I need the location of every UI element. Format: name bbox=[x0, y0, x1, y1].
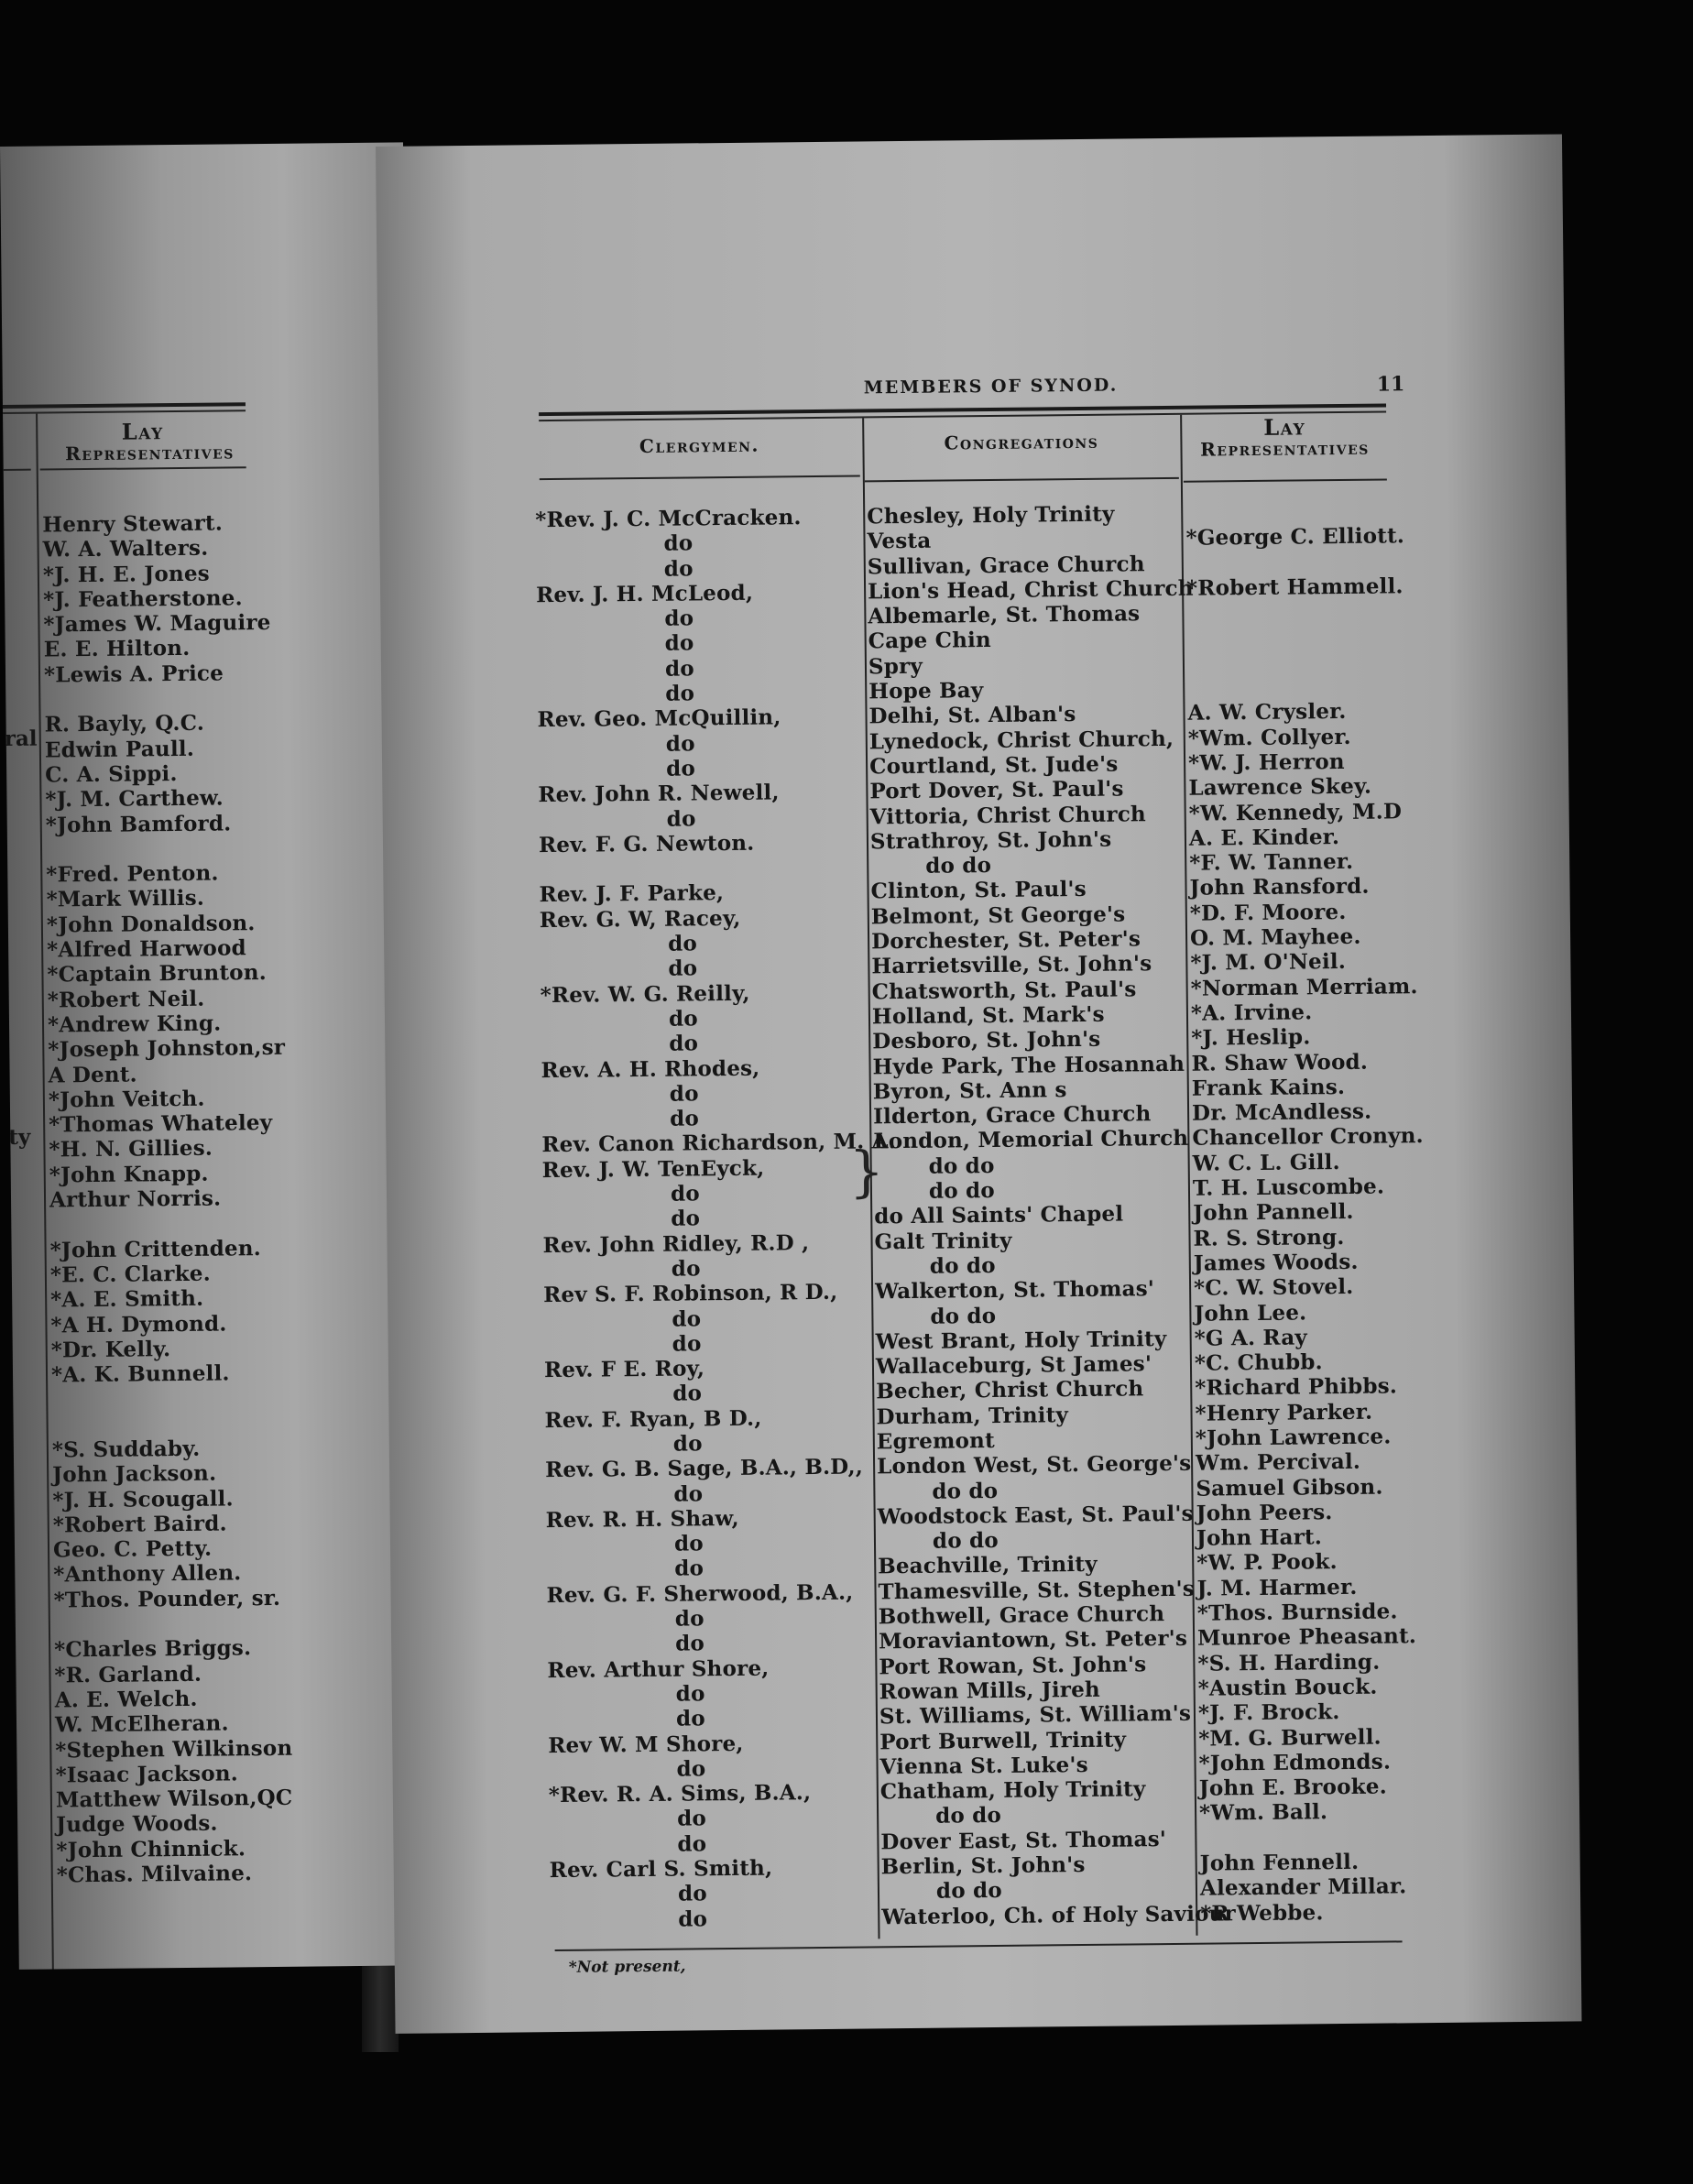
list-item: do do bbox=[932, 1528, 999, 1554]
page-number: 11 bbox=[1376, 372, 1405, 397]
list-item: *J. Heslip. bbox=[1191, 1024, 1311, 1051]
list-item: *George C. Elliott. bbox=[1185, 523, 1405, 551]
list-item: Clinton, St. Paul's bbox=[870, 877, 1087, 904]
list-item: St. Williams, St. William's bbox=[879, 1701, 1192, 1730]
list-item: do bbox=[663, 530, 694, 557]
list-item: do bbox=[674, 1631, 705, 1657]
list-item: *Mark Willis. bbox=[46, 886, 205, 912]
list-item: *Anthony Allen. bbox=[53, 1560, 242, 1588]
list-item: Rev W. M Shore, bbox=[548, 1731, 744, 1758]
list-item: Judge Woods. bbox=[56, 1811, 218, 1838]
right-page bbox=[376, 134, 1582, 2033]
list-item: C. A. Sippi. bbox=[45, 760, 178, 788]
list-item: do bbox=[665, 681, 695, 706]
list-item: Vittoria, Christ Church bbox=[869, 801, 1147, 829]
list-item: Beachville, Trinity bbox=[878, 1552, 1098, 1579]
list-item: Dover East, St. Thomas' bbox=[880, 1826, 1167, 1855]
list-item: Rev. J. W. TenEyck, bbox=[541, 1155, 765, 1183]
list-item: Alexander Millar. bbox=[1199, 1873, 1407, 1902]
left-header-representatives: Representatives bbox=[65, 441, 235, 465]
list-item: do do bbox=[925, 853, 992, 879]
list-item: *M. G. Burwell. bbox=[1198, 1724, 1382, 1752]
list-item: *A. E. Smith. bbox=[50, 1285, 204, 1313]
list-item: do bbox=[672, 1431, 703, 1457]
list-item: Thamesville, St. Stephen's bbox=[878, 1576, 1196, 1605]
list-item: Berlin, St. John's bbox=[880, 1852, 1086, 1880]
list-item: O. M. Mayhee. bbox=[1189, 923, 1361, 951]
list-item: *Chas. Milvaine. bbox=[56, 1861, 253, 1888]
list-item: Chatsworth, St. Paul's bbox=[871, 976, 1137, 1005]
list-item: *R. Garland. bbox=[54, 1661, 202, 1688]
list-item: do bbox=[671, 1256, 701, 1282]
list-item: *C. Chubb. bbox=[1194, 1349, 1323, 1376]
list-item: *John Chinnick. bbox=[56, 1836, 246, 1863]
header-clergymen: Clergymen. bbox=[639, 433, 760, 458]
list-item: do bbox=[670, 1181, 700, 1207]
list-item: Moraviantown, St. Peter's bbox=[878, 1626, 1188, 1654]
list-item: do bbox=[674, 1556, 705, 1582]
list-item: Holland, St. Mark's bbox=[871, 1001, 1105, 1030]
list-item bbox=[46, 835, 284, 863]
list-item: *J. H. E. Jones bbox=[42, 561, 210, 588]
list-item: Strathroy, St. John's bbox=[869, 826, 1112, 855]
list-item: Delhi, St. Alban's bbox=[868, 702, 1076, 729]
list-item: *E. C. Clarke. bbox=[49, 1261, 211, 1288]
list-item: Matthew Wilson,QC bbox=[55, 1785, 293, 1813]
list-item: R. Shaw Wood. bbox=[1191, 1049, 1369, 1076]
list-item: *F. W. Tanner. bbox=[1189, 849, 1354, 876]
list-item: Rev. Carl S. Smith, bbox=[549, 1855, 773, 1884]
list-item: *Henry Parker. bbox=[1195, 1399, 1373, 1426]
list-item: *Thos. Pounder, sr. bbox=[53, 1585, 281, 1613]
left-edge-label: ral bbox=[4, 726, 38, 751]
left-header-rule-a bbox=[4, 469, 31, 471]
list-item: W. C. L. Gill. bbox=[1192, 1149, 1340, 1176]
list-item bbox=[51, 1410, 289, 1437]
list-item: *John Bamford. bbox=[45, 810, 232, 838]
list-item: *Rev. R. A. Sims, B.A., bbox=[548, 1780, 812, 1808]
list-item: Rev. F. Ryan, B D., bbox=[544, 1405, 762, 1433]
list-item: do bbox=[663, 555, 694, 582]
left-header-lay: Lay bbox=[121, 418, 164, 445]
list-item: do bbox=[664, 656, 694, 682]
list-item: *C. W. Stovel. bbox=[1193, 1274, 1354, 1301]
list-item: do bbox=[667, 931, 698, 956]
list-item: A. W. Crysler. bbox=[1187, 699, 1347, 726]
list-item: *John Crittenden. bbox=[49, 1235, 262, 1263]
list-item: Wm. Percival. bbox=[1195, 1449, 1361, 1476]
list-item: R. Bayly, Q.C. bbox=[44, 711, 205, 737]
list-item: *W. J. Herron bbox=[1187, 748, 1345, 776]
list-item: Desboro, St. John's bbox=[872, 1027, 1101, 1054]
list-item: *John Edmonds. bbox=[1198, 1749, 1392, 1776]
list-item: London West, St. George's bbox=[876, 1451, 1192, 1480]
list-item: Waterloo, Ch. of Holy Saviour bbox=[881, 1900, 1236, 1929]
list-item bbox=[1187, 624, 1393, 651]
list-item: A Dent. bbox=[48, 1062, 137, 1088]
list-item: *Thomas Whateley bbox=[49, 1110, 273, 1138]
left-top-rule bbox=[3, 402, 246, 409]
list-item: A. E. Kinder. bbox=[1188, 824, 1340, 851]
list-item: Chancellor Cronyn. bbox=[1192, 1123, 1424, 1152]
list-item: do All Saints' Chapel bbox=[874, 1201, 1124, 1229]
list-item: do bbox=[669, 1106, 700, 1131]
list-item: Rev. G. B. Sage, B.A., B.D,, bbox=[544, 1454, 864, 1483]
list-item: Harrietsville, St. John's bbox=[871, 951, 1152, 979]
list-item: Rev. A. H. Rhodes, bbox=[541, 1055, 760, 1083]
list-item: do bbox=[678, 1906, 708, 1932]
list-item: *D. F. Moore. bbox=[1189, 899, 1347, 926]
list-item: do bbox=[666, 805, 696, 832]
list-item: *Alfred Harwood bbox=[47, 935, 246, 963]
list-item: *Rev. J. C. McCracken. bbox=[535, 505, 802, 533]
list-item: do bbox=[669, 1031, 699, 1056]
list-item: *Norman Merriam. bbox=[1190, 973, 1418, 1001]
list-item: *J. Featherstone. bbox=[43, 585, 243, 613]
list-item: John E. Brooke. bbox=[1198, 1774, 1387, 1801]
list-item: *J. M. Carthew. bbox=[45, 785, 224, 813]
list-item: *A. K. Bunnell. bbox=[50, 1360, 230, 1388]
list-item: James Woods. bbox=[1193, 1249, 1359, 1276]
list-item: *G A. Ray bbox=[1194, 1325, 1308, 1351]
list-item: Munroe Pheasant. bbox=[1196, 1623, 1417, 1652]
list-item: *S. Suddaby. bbox=[51, 1436, 201, 1463]
list-item: do do bbox=[930, 1303, 997, 1329]
congregations-list bbox=[867, 501, 1236, 1929]
left-lay-representatives-list bbox=[42, 510, 295, 1888]
list-item: *J. H. Scougall. bbox=[52, 1485, 234, 1513]
list-item: Dr. McAndless. bbox=[1191, 1098, 1372, 1126]
list-item: do do bbox=[928, 1152, 995, 1179]
list-item: *Isaac Jackson. bbox=[55, 1761, 239, 1788]
list-item bbox=[1187, 649, 1393, 676]
list-item: Ilderton, Grace Church bbox=[872, 1101, 1152, 1130]
list-item: Courtland, St. Jude's bbox=[868, 751, 1119, 780]
list-item: Egremont bbox=[876, 1427, 995, 1455]
list-item: do do bbox=[929, 1252, 996, 1279]
list-item bbox=[1186, 599, 1393, 627]
list-item: *Robert Hammell. bbox=[1185, 573, 1404, 601]
list-item: do bbox=[673, 1480, 704, 1507]
left-edge-label: ty bbox=[8, 1124, 31, 1150]
list-item bbox=[1199, 1824, 1405, 1851]
header-bottom-rule-lay bbox=[1184, 478, 1387, 482]
header-bottom-rule-congregations bbox=[865, 477, 1179, 483]
list-item: do do bbox=[934, 1803, 1002, 1829]
list-item: *R Webbe. bbox=[1200, 1899, 1324, 1927]
list-item: *Lewis A. Price bbox=[43, 661, 224, 688]
list-item: Chatham, Holy Trinity bbox=[879, 1776, 1146, 1805]
list-item: do bbox=[664, 606, 694, 631]
list-item: Rev. John R. Newell, bbox=[538, 780, 780, 808]
list-item: Port Burwell, Trinity bbox=[879, 1727, 1127, 1754]
list-item: John Lee. bbox=[1194, 1299, 1307, 1327]
list-item bbox=[1186, 549, 1393, 576]
list-item bbox=[49, 1210, 288, 1238]
list-item: Byron, St. Ann s bbox=[872, 1076, 1067, 1105]
list-item: *Joseph Johnston,sr bbox=[48, 1035, 286, 1063]
list-item: *Charles Briggs. bbox=[54, 1635, 252, 1663]
list-item: *J. F. Brock. bbox=[1197, 1699, 1340, 1726]
list-item: R. S. Strong. bbox=[1193, 1224, 1345, 1251]
list-item: Belmont, St George's bbox=[870, 901, 1126, 930]
list-item: Rev. F. G. Newton. bbox=[538, 830, 755, 858]
list-item: John Pannell. bbox=[1193, 1199, 1354, 1227]
list-item: do bbox=[665, 731, 695, 757]
list-item: Henry Stewart. bbox=[42, 510, 224, 538]
list-item: Galt Trinity bbox=[874, 1228, 1012, 1254]
list-item: do bbox=[665, 756, 696, 781]
list-item: *W. P. Pook. bbox=[1196, 1549, 1338, 1577]
list-item: do do bbox=[928, 1178, 995, 1204]
list-item: Vesta bbox=[867, 528, 932, 554]
list-item: Durham, Trinity bbox=[876, 1402, 1069, 1430]
list-item: *Robert Baird. bbox=[52, 1511, 227, 1538]
header-bottom-rule-clergy bbox=[540, 475, 860, 480]
list-item: Wallaceburg, St James' bbox=[875, 1351, 1152, 1380]
list-item: Edwin Paull. bbox=[44, 736, 195, 763]
list-item: West Brant, Holy Trinity bbox=[875, 1326, 1167, 1355]
list-item: do bbox=[675, 1706, 705, 1731]
list-item: *A. Irvine. bbox=[1190, 999, 1313, 1026]
list-item: W. A. Walters. bbox=[42, 535, 209, 562]
list-item: Samuel Gibson. bbox=[1196, 1474, 1383, 1502]
list-item: Rev. G. W, Racey, bbox=[539, 905, 741, 933]
list-item: Geo. C. Petty. bbox=[52, 1535, 213, 1563]
list-item: *Stephen Wilkinson bbox=[55, 1735, 293, 1764]
list-item: Rev. R. H. Shaw, bbox=[545, 1505, 739, 1534]
left-top-rule-thin bbox=[3, 410, 246, 414]
list-item: Chesley, Holy Trinity bbox=[867, 501, 1115, 530]
list-item: do bbox=[676, 1806, 707, 1832]
brace-mark: } bbox=[848, 1140, 885, 1205]
bottom-rule bbox=[555, 1940, 1403, 1951]
list-item: Port Dover, St. Paul's bbox=[869, 776, 1124, 804]
list-item: Rev. J. H. McLeod, bbox=[535, 580, 754, 608]
list-item: John Peers. bbox=[1196, 1500, 1333, 1526]
list-item: do bbox=[677, 1881, 707, 1906]
list-item: *John Donaldson. bbox=[46, 910, 256, 938]
list-item: do bbox=[674, 1606, 705, 1632]
list-item: *W. Kennedy, M.D bbox=[1188, 798, 1403, 826]
list-item: do bbox=[672, 1331, 702, 1357]
list-item: Walkerton, St. Thomas' bbox=[874, 1276, 1155, 1305]
header-congregations: Congregations bbox=[944, 430, 1099, 454]
list-item: do bbox=[673, 1531, 704, 1556]
list-item bbox=[51, 1385, 289, 1413]
list-item: *Wm. Ball. bbox=[1198, 1799, 1328, 1827]
list-item: *Richard Phibbs. bbox=[1195, 1373, 1398, 1402]
list-item: Dorchester, St. Peter's bbox=[870, 926, 1141, 955]
list-item: Lion's Head, Christ Church bbox=[867, 575, 1194, 605]
list-item: Rev. Arthur Shore, bbox=[547, 1655, 770, 1683]
list-item: Vienna St. Luke's bbox=[879, 1752, 1088, 1780]
list-item: John Fennell. bbox=[1199, 1849, 1360, 1876]
list-item: John Jackson. bbox=[52, 1460, 217, 1488]
list-item: *Austin Bouck. bbox=[1197, 1674, 1378, 1701]
list-item bbox=[44, 685, 282, 713]
list-item: Sullivan, Grace Church bbox=[867, 551, 1145, 579]
list-item: Cape Chin bbox=[868, 628, 992, 654]
list-item: *H. N. Gillies. bbox=[49, 1136, 213, 1163]
list-item: Woodstock East, St. Paul's bbox=[877, 1501, 1194, 1530]
list-item: Bothwell, Grace Church bbox=[878, 1601, 1165, 1630]
list-item: *S. H. Harding. bbox=[1197, 1649, 1381, 1676]
list-item: John Ransford. bbox=[1189, 874, 1370, 901]
list-item: do bbox=[676, 1756, 706, 1782]
list-item: Lynedock, Christ Church, bbox=[868, 726, 1174, 755]
list-item: Rev. John Ridley, R.D , bbox=[542, 1229, 810, 1258]
left-page bbox=[0, 142, 422, 1969]
list-item: W. McElheran. bbox=[54, 1710, 229, 1738]
list-item: Rev. J. F. Parke, bbox=[539, 880, 725, 908]
list-item: Rev. F E. Roy, bbox=[543, 1356, 705, 1383]
list-item: Hyde Park, The Hosannah bbox=[872, 1051, 1185, 1079]
left-header-rule-b bbox=[40, 466, 246, 470]
list-item: *John Knapp. bbox=[49, 1161, 209, 1188]
list-item: do bbox=[672, 1381, 703, 1407]
list-item: Hope Bay bbox=[868, 678, 984, 704]
list-item: *Rev. W. G. Reilly, bbox=[540, 980, 750, 1008]
list-item: *John Lawrence. bbox=[1195, 1424, 1392, 1451]
footnote: *Not present, bbox=[568, 1957, 686, 1977]
list-item: do bbox=[671, 1206, 701, 1232]
list-item: Becher, Christ Church bbox=[876, 1376, 1144, 1404]
list-item: Rev. Geo. McQuillin, bbox=[537, 704, 781, 733]
list-item: do do bbox=[932, 1478, 999, 1504]
lay-representatives-list bbox=[1185, 498, 1424, 1927]
list-item: E. E. Hilton. bbox=[43, 636, 191, 663]
list-item: do do bbox=[935, 1878, 1002, 1905]
list-item bbox=[54, 1611, 292, 1638]
list-item: Port Rowan, St. John's bbox=[879, 1651, 1147, 1679]
list-item bbox=[539, 855, 864, 883]
list-item: *Wm. Collyer. bbox=[1187, 724, 1351, 751]
list-item: *Fred. Penton. bbox=[46, 860, 219, 888]
list-item: *Andrew King. bbox=[47, 1010, 222, 1038]
list-item: Rev. Canon Richardson, M. A. bbox=[541, 1129, 896, 1158]
list-item: *Robert Neil. bbox=[47, 986, 205, 1013]
list-item: *Dr. Kelly. bbox=[50, 1336, 171, 1363]
list-item: Lawrence Skey. bbox=[1188, 773, 1372, 802]
list-item: do bbox=[675, 1681, 705, 1707]
list-item: John Hart. bbox=[1196, 1524, 1323, 1551]
list-item: London, Memorial Church bbox=[873, 1126, 1189, 1154]
list-item: Frank Kains. bbox=[1191, 1074, 1346, 1101]
list-item: do bbox=[677, 1831, 707, 1857]
list-item: Rev. G. F. Sherwood, B.A., bbox=[546, 1579, 854, 1608]
list-item: Rev S. F. Robinson, R D., bbox=[542, 1279, 838, 1308]
list-item bbox=[1185, 498, 1392, 526]
list-item: *James W. Maguire bbox=[43, 610, 271, 638]
list-item: T. H. Luscombe. bbox=[1192, 1174, 1385, 1201]
header-lay-representatives: Representatives bbox=[1200, 436, 1370, 461]
list-item: *Thos. Burnside. bbox=[1196, 1599, 1398, 1626]
list-item: A. E. Welch. bbox=[54, 1686, 198, 1713]
list-item: Rowan Mills, Jireh bbox=[879, 1676, 1101, 1705]
list-item: Spry bbox=[868, 653, 923, 680]
list-item: Albemarle, St. Thomas bbox=[868, 601, 1141, 629]
list-item bbox=[1187, 673, 1393, 701]
list-item: *John Veitch. bbox=[48, 1086, 205, 1113]
list-item: do bbox=[672, 1305, 702, 1332]
list-item: do bbox=[664, 630, 694, 657]
list-item: do bbox=[669, 1081, 699, 1107]
header-lay: Lay bbox=[1263, 413, 1306, 441]
list-item: *J. M. O'Neil. bbox=[1190, 949, 1347, 977]
running-title: MEMBERS OF SYNOD. bbox=[863, 375, 1119, 399]
list-item: *A H. Dymond. bbox=[50, 1310, 227, 1338]
list-item: J. M. Harmer. bbox=[1196, 1574, 1358, 1601]
list-item: Arthur Norris. bbox=[49, 1185, 222, 1213]
list-item: do bbox=[668, 956, 698, 982]
list-item: *Captain Brunton. bbox=[47, 960, 268, 988]
list-item: do bbox=[668, 1006, 698, 1032]
